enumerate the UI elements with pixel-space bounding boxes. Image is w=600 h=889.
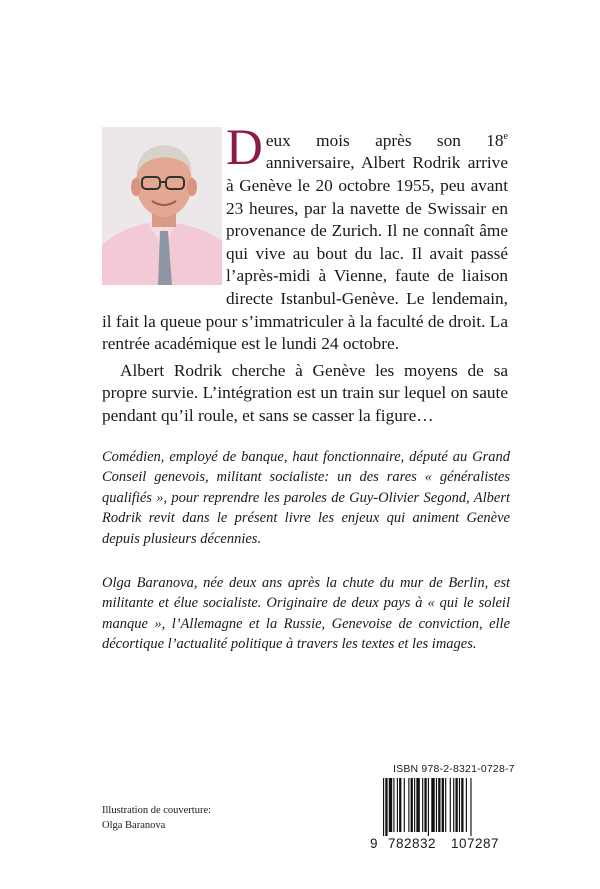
barcode-bar xyxy=(397,778,398,832)
credit-line-2: Olga Baranova xyxy=(102,820,166,831)
barcode xyxy=(383,778,508,836)
barcode-bar xyxy=(450,778,451,832)
barcode-bar xyxy=(455,778,457,832)
barcode-bar xyxy=(438,778,440,832)
cover-credit xyxy=(102,803,211,833)
barcode-digits-right: 107287 xyxy=(451,836,500,851)
barcode-bar xyxy=(442,778,444,832)
barcode-bar xyxy=(436,778,437,832)
barcode-bar xyxy=(459,778,460,832)
author-summary xyxy=(102,447,510,549)
isbn-label: ISBN 978-2-8321-0728-7 xyxy=(393,763,515,775)
barcode-bar xyxy=(466,778,467,832)
barcode-bar xyxy=(422,778,423,832)
illustrator-summary xyxy=(102,573,510,655)
barcode-bar xyxy=(470,778,471,836)
bio-text xyxy=(102,120,508,427)
barcode-bar xyxy=(411,778,413,832)
ordinal-suffix: e xyxy=(503,131,508,142)
barcode-bar xyxy=(383,778,384,836)
barcode-digits-left: 782832 xyxy=(388,836,437,851)
illustrator-summary-text: Olga Baranova, née deux ans après la chute du mur de Berlin, est militante et élue socialiste. Originaire de deux pays à « qui le soleil manque », l’Allemagne et la Russie, Genevoise de conviction, elle décortique l’actualité politique à travers les textes et les images. xyxy=(102,575,510,653)
barcode-bar xyxy=(408,778,409,832)
barcode-bar xyxy=(414,778,415,832)
barcode-bar xyxy=(428,778,429,836)
barcode-bar xyxy=(445,778,446,832)
author-summary-text: Comédien, employé de banque, haut fonctionnaire, député au Grand Conseil genevois, militant socialiste: un des rares « généralistes qualifiés », pour reprendre les paroles de Guy-Olivier Segond, Albert Rodrik revit dans le présent livre les enjeux qui animent Genève depuis plusieurs décennies. xyxy=(102,449,510,547)
drop-cap: D xyxy=(226,120,263,176)
bio-para2: Albert Rodrik cherche à Genève les moyens de sa propre survie. L’intégration est un train sur lequel on saute pendant qu’il roule, et sans se casser la figure… xyxy=(102,360,508,425)
barcode-bar xyxy=(431,778,434,832)
barcode-bar xyxy=(416,778,419,832)
barcode-bar xyxy=(404,778,405,832)
barcode-bar xyxy=(393,778,394,832)
barcode-bar xyxy=(461,778,463,832)
barcode-bar xyxy=(453,778,454,832)
barcode-bar xyxy=(389,778,392,832)
barcode-digit-first: 9 xyxy=(370,836,379,851)
barcode-bar xyxy=(385,778,387,836)
barcode-bar xyxy=(399,778,401,832)
credit-line-1: Illustration de couverture: xyxy=(102,805,212,816)
bio-para1-rest: anniversaire, Albert Rodrik arrive à Genève le 20 octobre 1955, peu avant 23 heures, par la navette de Swissair en provenance de Zurich. Il ne connaît âme qui vive au bout du lac. Il avait passé l’après-midi à Vienne, faute de liaison directe Istanbul-Genève. Le lendemain, il fait la queue pour s’immatriculer à la faculté de droit. La rentrée académique est le lundi 24 octobre. xyxy=(102,153,508,354)
bio-para1-start: eux mois après son 18 xyxy=(265,130,504,150)
barcode-bar xyxy=(424,778,426,832)
